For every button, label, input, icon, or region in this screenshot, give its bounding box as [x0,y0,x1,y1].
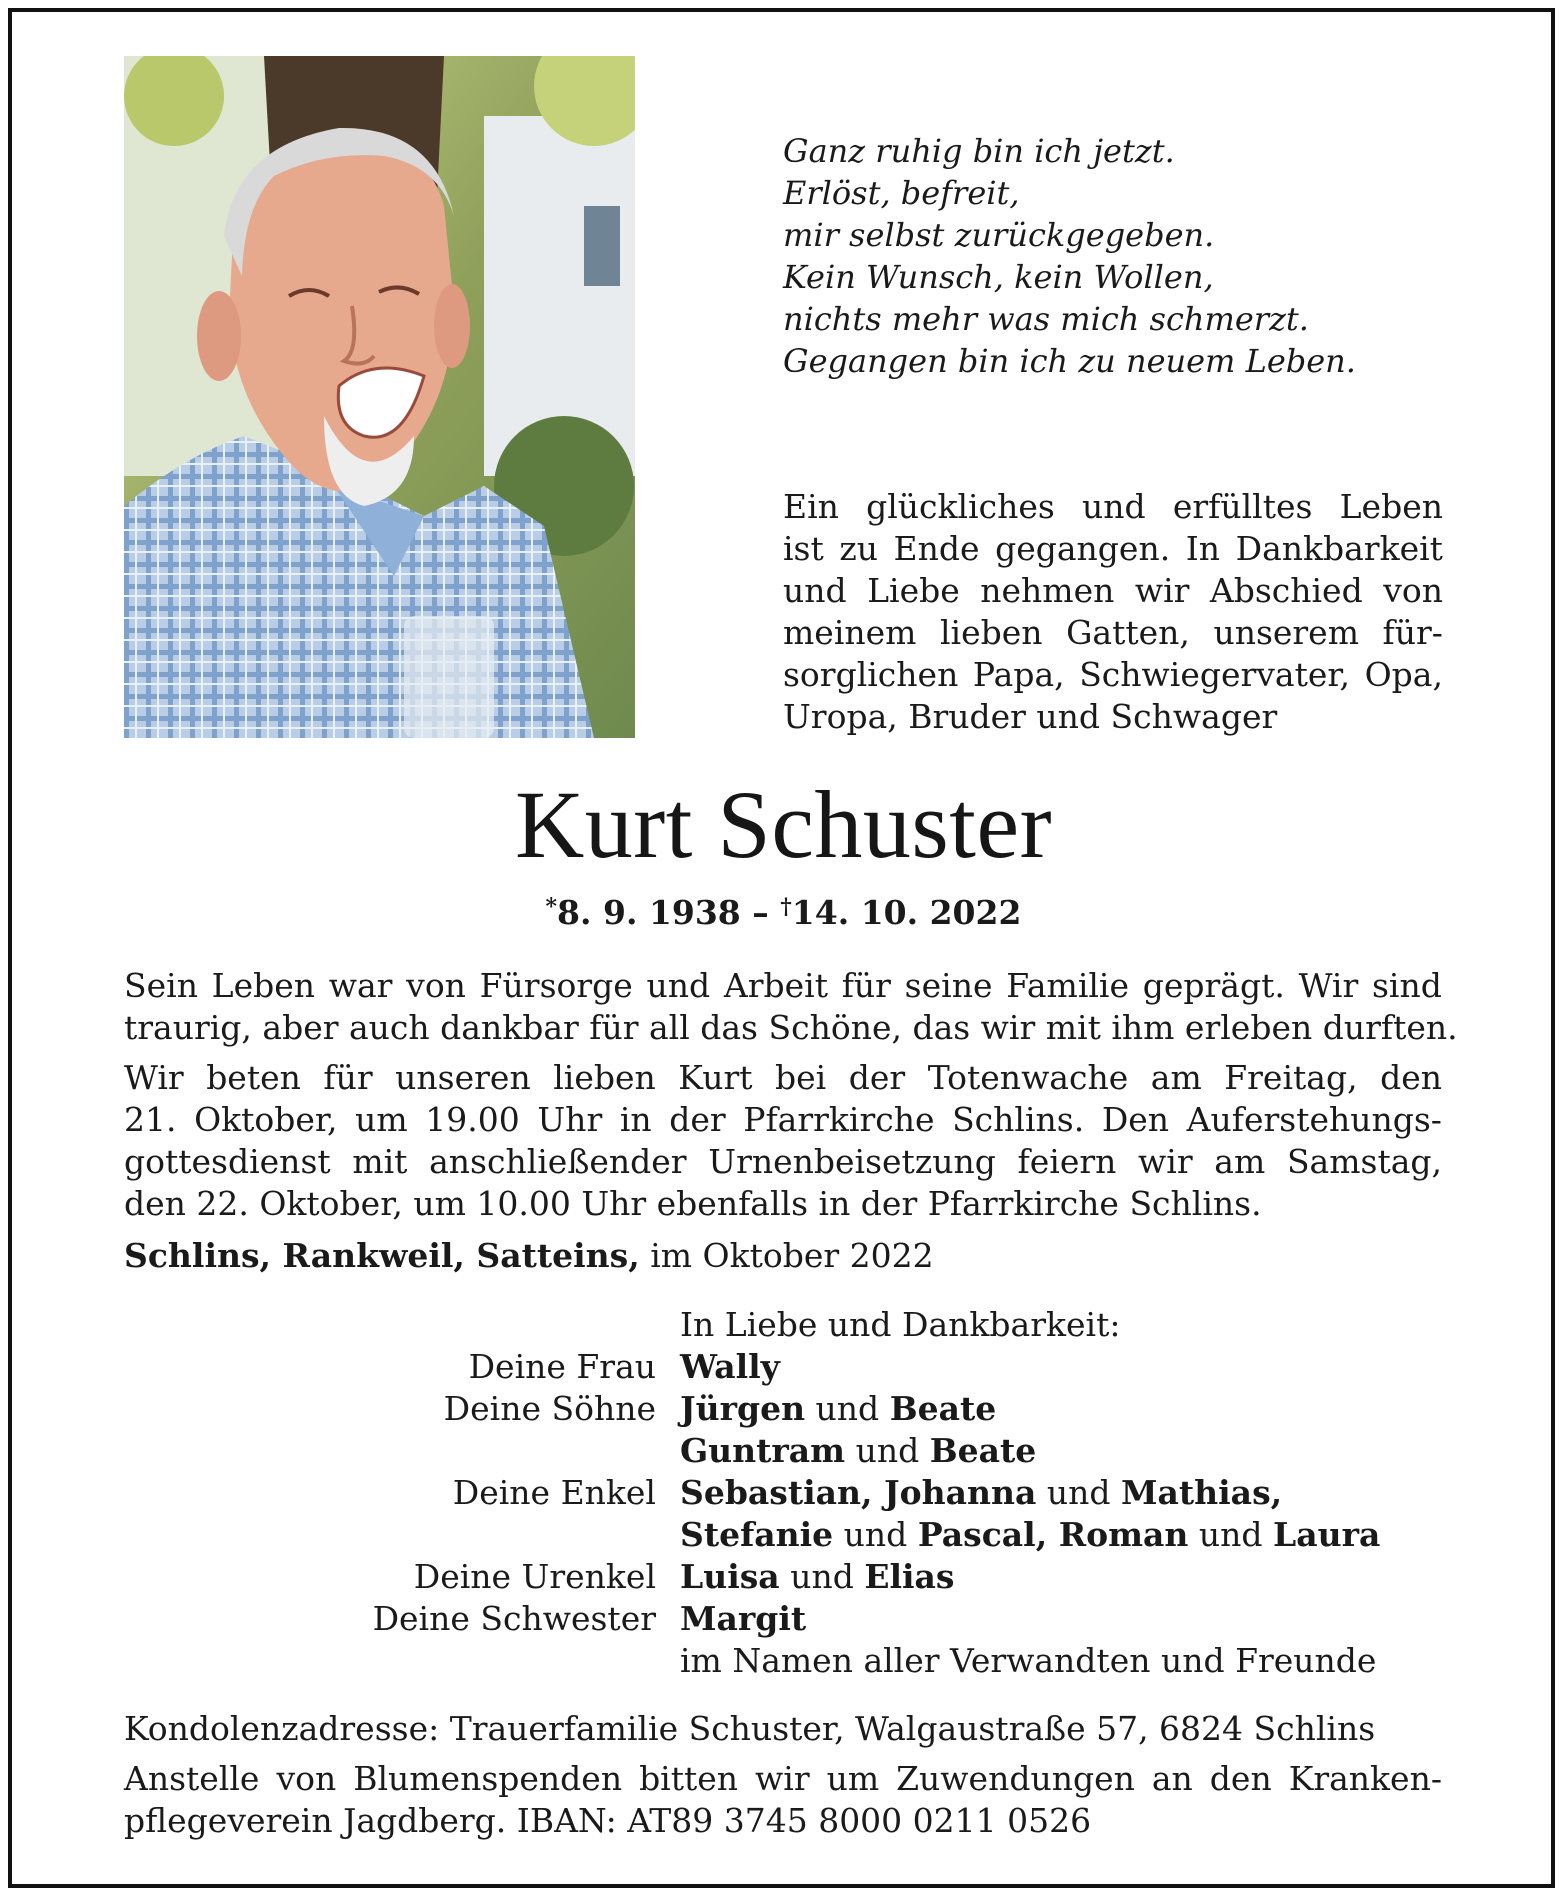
word: Abschied [1209,571,1363,610]
family-row [124,1598,1442,1640]
place-names: Schlins, Rankweil, Satteins, [124,1236,640,1275]
word: Blumenspenden [353,1759,623,1798]
text-line [124,1758,1442,1800]
word: zu [839,529,878,568]
word: Kurt [678,1058,753,1097]
family-relation: Deine Schwester [372,1599,656,1638]
word: 21. [124,1100,177,1139]
family-relation: Deine Frau [468,1347,656,1386]
family-relation: Deine Enkel [452,1473,656,1512]
family-relation: Deine Söhne [443,1389,656,1428]
word: Leben [1339,487,1443,526]
word: Arbeit [723,966,828,1005]
poem-line: Kein Wunsch, kein Wollen, [783,258,1214,296]
word: Wir [124,1058,184,1097]
word: um [826,1759,880,1798]
word: den [1209,1759,1272,1798]
word: für [323,1058,373,1097]
text-line [783,654,1443,696]
word: In [1185,529,1221,568]
word: bei [775,1058,827,1097]
word: von [276,1759,337,1798]
donation-note [124,1758,1442,1842]
family-names [680,1640,1442,1682]
word: am [1214,1142,1266,1181]
family-member-name: Beate [929,1431,1037,1470]
word: für [841,966,891,1005]
family-member-name: Sebastian, Johanna [680,1473,1037,1512]
birth-symbol: * [545,894,558,920]
footer [124,1708,1442,1842]
death-date: 14. 10. 2022 [791,893,1022,932]
word: Auferstehungs- [1186,1100,1442,1139]
life-dates [0,886,1567,934]
word: Anstelle [124,1759,260,1798]
obituary-body [124,965,1458,1277]
word: und [646,966,711,1005]
word: Urnenbeisetzung [708,1142,996,1181]
word: von [1383,571,1443,610]
word: von [406,966,466,1005]
text-line: Uropa, Bruder und Schwager [783,697,1278,736]
word: Zuwendungen [896,1759,1135,1798]
poem-line: Ganz ruhig bin ich jetzt. [783,132,1175,170]
date-separator: – [752,893,769,932]
word: Liebe [867,571,960,610]
family-member-name: Margit [680,1599,807,1638]
word: war [328,966,393,1005]
word: Gatten, [1066,613,1190,652]
text-line [783,570,1443,612]
word: Schwiegervater, [1079,655,1351,694]
portrait-photo [124,56,635,738]
poem [783,130,1423,382]
connector-text: und [805,1389,890,1428]
word: seine [904,966,993,1005]
word: lieben [553,1058,656,1097]
word: gegangen. [995,529,1171,568]
family-member-name: Laura [1273,1515,1381,1554]
place-date-line [124,1235,1442,1277]
connector-text: und [1036,1473,1121,1512]
word: Opa, [1364,655,1443,694]
family-member-name: Jürgen [680,1389,806,1428]
connector-text: und [833,1515,918,1554]
word: unserem [1213,613,1360,652]
word: und [1082,487,1146,526]
poem-line: mir selbst zurückgegeben. [783,216,1215,254]
poem-line: nichts mehr was mich schmerzt. [783,300,1309,338]
family-heading: In Liebe und Dankbarkeit: [680,1305,1121,1344]
text-line: den 22. Oktober, um 10.00 Uhr ebenfalls in der Pfarrkirche Schlins. [124,1184,1262,1223]
word: lieben [939,613,1043,652]
word: für- [1382,613,1443,652]
word: an [1151,1759,1193,1798]
intro-text [783,486,1443,738]
word: Leben [211,966,316,1005]
family-member-name: Elias [864,1557,955,1596]
word: Dankbarkeit [1235,529,1443,568]
word: Oktober, [194,1100,338,1139]
poem-line: Gegangen bin ich zu neuem Leben. [783,342,1356,380]
word: Ende [893,529,980,568]
word: Wir [1298,966,1359,1005]
text-line [783,612,1443,654]
text-line [783,486,1443,528]
word: wir [1138,1142,1193,1181]
text-line [783,528,1443,570]
family-member-name: Wally [680,1347,780,1386]
word: Uhr [537,1100,603,1139]
word: 19.00 [425,1100,520,1139]
connector-text: und [1188,1515,1274,1554]
word: wir [1134,571,1190,610]
deceased-name: Kurt Schuster [514,771,1053,878]
birth-date: 8. 9. 1938 [557,893,741,932]
word: nehmen [980,571,1115,610]
word: Ein [783,487,839,526]
family-row [124,1514,1442,1556]
family-names [680,1430,1442,1472]
word: der [669,1100,726,1139]
death-symbol: † [780,894,792,920]
connector-text: und [845,1431,930,1470]
family-list [124,1304,1442,1682]
word: um [355,1100,408,1139]
word: glückliches [866,487,1055,526]
portrait-illustration [124,56,635,738]
paragraph-service [124,1057,1442,1225]
family-row [124,1430,1442,1472]
word: der [848,1058,906,1097]
family-row [124,1640,1442,1682]
word: feiern [1017,1142,1117,1181]
family-row [124,1472,1442,1514]
family-names [680,1514,1442,1556]
poem-line: Erlöst, befreit, [783,174,1020,212]
word: Papa, [972,655,1065,694]
family-names [680,1556,1442,1598]
family-relation [124,1514,680,1556]
condolence-address: Kondolenzadresse: Trauerfamilie Schuster, Walgaustraße 57, 6824 Schlins [124,1709,1376,1748]
family-relation: Deine Urenkel [413,1557,656,1596]
text-line [124,1141,1442,1183]
word: bitten [639,1759,739,1798]
connector-text: im Namen aller Verwandten und Freunde [680,1641,1377,1680]
word: den [1380,1058,1442,1097]
text-line: traurig, aber auch dankbar für all das Schöne, das wir mit ihm erleben durften. [124,1008,1458,1047]
word: Totenwache [927,1058,1129,1097]
family-names [680,1388,1442,1430]
word: in [619,1100,652,1139]
family-names [680,1346,1442,1388]
text-line [124,965,1442,1007]
text-line: pflegeverein Jagdberg. IBAN: AT89 3745 8000 0211 0526 [124,1801,1092,1840]
word: Samstag, [1286,1142,1442,1181]
family-member-name: Beate [889,1389,997,1428]
word: Kranken- [1288,1759,1442,1798]
family-member-name: Stefanie [680,1515,834,1554]
word: mit [352,1142,408,1181]
place-date: im Oktober 2022 [639,1236,934,1275]
family-heading-row [124,1304,1442,1346]
word: wir [755,1759,810,1798]
word: Freitag, [1224,1058,1358,1097]
word: ist [783,529,824,568]
word: Schlins. [952,1100,1085,1139]
word: sorglichen [783,655,959,694]
word: Pfarrkirche [743,1100,935,1139]
word: gottesdienst [124,1142,331,1181]
word: beten [206,1058,301,1097]
paragraph-life [124,965,1458,1049]
word: erfülltes [1172,487,1313,526]
family-row [124,1388,1442,1430]
family-names [680,1598,1442,1640]
word: Sein [124,966,198,1005]
connector-text: und [779,1557,865,1596]
word: geprägt. [1142,966,1285,1005]
word: und [783,571,847,610]
text-line [124,1057,1442,1099]
family-member-name: Luisa [680,1557,780,1596]
word: Den [1101,1100,1170,1139]
word: meinem [783,613,917,652]
family-relation [124,1640,680,1682]
family-member-name: Guntram [680,1431,846,1470]
family-member-name: Mathias, [1121,1473,1283,1512]
word: sind [1371,966,1442,1005]
word: anschließender [429,1142,687,1181]
text-line [124,1099,1442,1141]
family-names [680,1472,1442,1514]
family-relation [124,1430,680,1472]
family-row [124,1346,1442,1388]
word: am [1150,1058,1202,1097]
word: Familie [1006,966,1130,1005]
family-member-name: Pascal, Roman [917,1515,1189,1554]
word: Fürsorge [479,966,633,1005]
word: unseren [395,1058,531,1097]
family-row [124,1556,1442,1598]
